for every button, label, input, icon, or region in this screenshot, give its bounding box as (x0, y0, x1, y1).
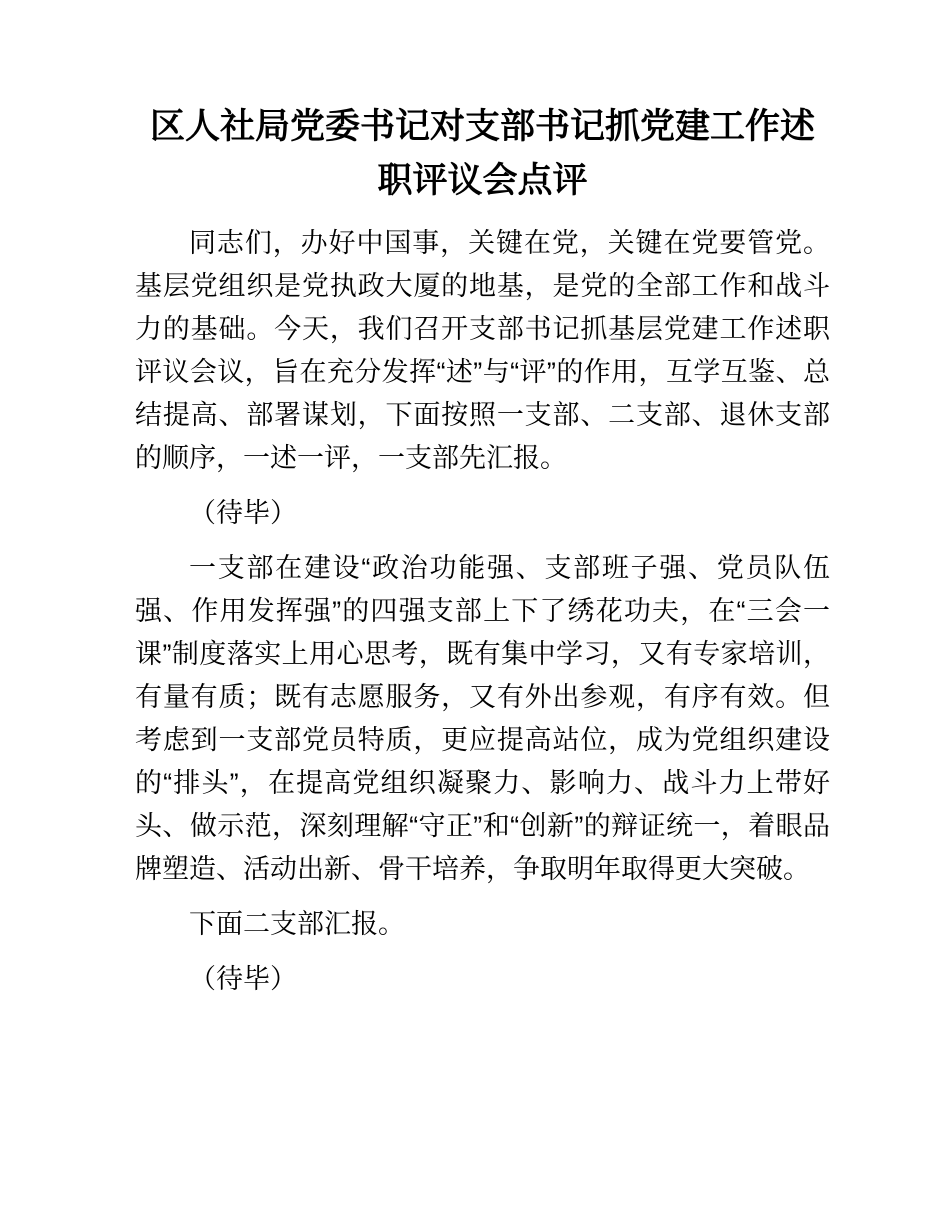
paragraph-intro: 同志们，办好中国事，关键在党，关键在党要管党。基层党组织是党执政大厦的地基，是党的全部工作和战斗力的基础。今天，我们召开支部书记抓基层党建工作述职评议会议，旨在充分发挥“述”与“评”的作用，互学互鉴、总结提高、部署谋划，下面按照一支部、二支部、退休支部的顺序，一述一评，一支部先汇报。 (135, 228, 830, 473)
paragraph-placeholder-2: （待毕） (189, 964, 297, 994)
document-body (135, 222, 830, 1001)
paragraph-branch-two-transition: 下面二支部汇报。 (189, 909, 405, 939)
paragraph-placeholder-1: （待毕） (189, 498, 297, 528)
paragraph-branch-one-comment: 一支部在建设“政治功能强、支部班子强、党员队伍强、作用发挥强”的四强支部上下了绣花功夫，在“三会一课”制度落实上用心思考，既有集中学习，又有专家培训，有量有质；既有志愿服务，又有外出参观，有序有效。但考虑到一支部党员特质，更应提高站位，成为党组织建设的“排头”，在提高党组织凝聚力、影响力、战斗力上带好头、做示范，深刻理解“守正”和“创新”的辩证统一，着眼品牌塑造、活动出新、骨干培养，争取明年取得更大突破。 (135, 553, 830, 884)
document-title: 区人社局党委书记对支部书记抓党建工作述职评议会点评 (149, 107, 815, 200)
